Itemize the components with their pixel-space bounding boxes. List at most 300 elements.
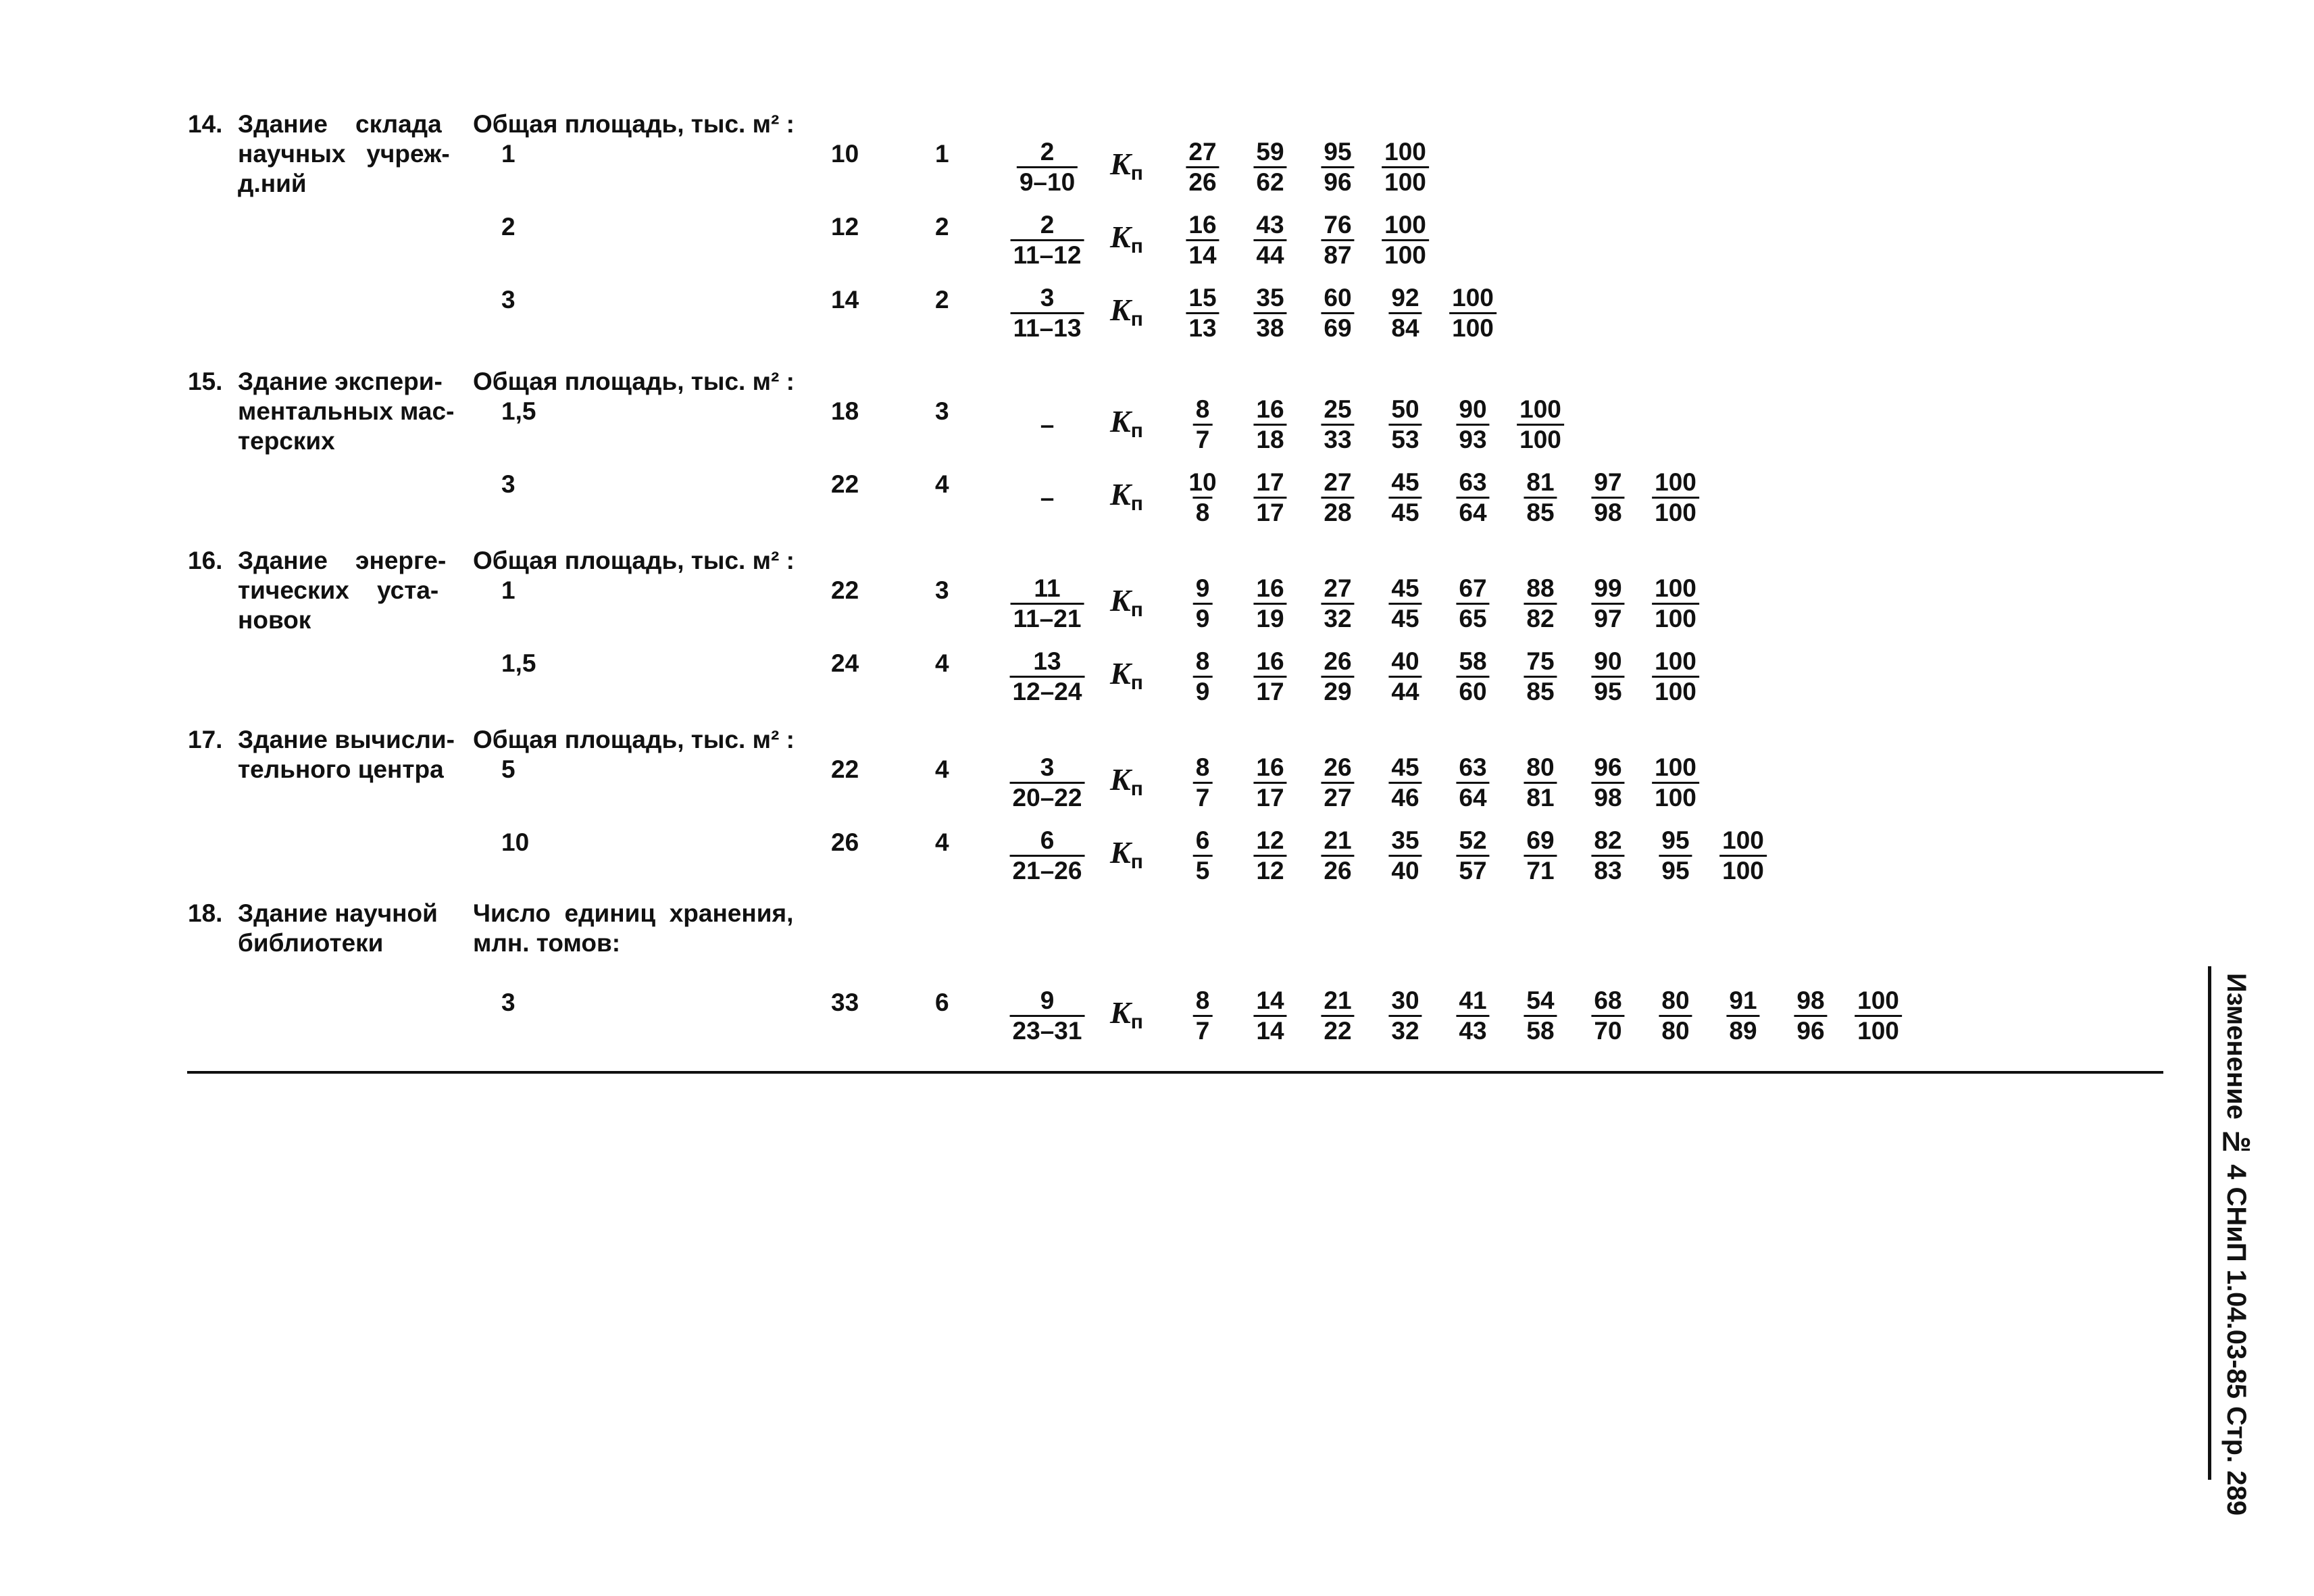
coefficient-fraction-numerator: 12 (1256, 826, 1284, 854)
column-a-value: 33 (831, 989, 859, 1016)
parameter-value: 2 (501, 213, 515, 241)
coefficient-fraction-denominator: 43 (1456, 1015, 1489, 1045)
parameter-value: 3 (501, 989, 515, 1016)
coefficient-fraction-denominator: 58 (1524, 1015, 1557, 1045)
building-name-line: д.ний (238, 170, 307, 197)
coefficient-fraction (1591, 826, 1624, 885)
coefficient-fraction (1524, 574, 1557, 633)
coefficient-fraction-numerator: 45 (1391, 574, 1419, 602)
building-name-line: Здание экспери- (238, 368, 443, 395)
coefficient-fraction-numerator: 45 (1391, 468, 1419, 496)
parameter-header: Общая площадь, тыс. м² : (473, 368, 795, 395)
k-subscript: п (1130, 778, 1143, 800)
coefficient-fraction (1193, 574, 1213, 633)
parameter-value: 5 (501, 755, 515, 783)
coefficient-fraction (1388, 987, 1422, 1045)
coefficient-fraction (1449, 284, 1496, 343)
stage-fraction-numerator: 9 (1040, 987, 1055, 1014)
k-coefficient-symbol: $K_п$ (1110, 404, 1143, 442)
stage-fraction-numerator: 11 (1034, 574, 1061, 602)
building-name-line: тических уста- (238, 576, 439, 604)
stage-fraction-numerator: 6 (1040, 826, 1055, 854)
coefficient-fraction-numerator: 76 (1324, 211, 1352, 239)
column-b-value: 2 (935, 213, 949, 241)
k-coefficient-symbol: $K_п$ (1110, 835, 1143, 873)
coefficient-fraction (1524, 468, 1557, 527)
column-a-value: 22 (831, 755, 859, 783)
stage-fraction (1017, 138, 1078, 197)
coefficient-fraction-denominator: 8 (1193, 497, 1213, 527)
coefficient-fraction-denominator: 14 (1253, 1015, 1286, 1045)
coefficient-fraction-denominator: 97 (1591, 603, 1624, 633)
coefficient-fraction-numerator: 80 (1526, 753, 1555, 781)
coefficient-fraction-numerator: 58 (1459, 647, 1487, 675)
item-number: 18. (188, 899, 223, 927)
parameter-value: 1 (501, 140, 515, 168)
coefficient-fraction (1388, 395, 1422, 454)
stage-fraction (1011, 574, 1084, 633)
coefficient-fraction (1652, 574, 1699, 633)
coefficient-fraction-denominator: 17 (1253, 676, 1286, 706)
k-subscript: п (1130, 599, 1143, 621)
coefficient-fraction (1321, 753, 1354, 812)
coefficient-fraction (1524, 647, 1557, 706)
coefficient-fraction-numerator: 27 (1188, 138, 1217, 166)
parameter-value: 3 (501, 286, 515, 314)
coefficient-fraction-numerator: 26 (1324, 753, 1352, 781)
coefficient-fraction-denominator: 70 (1591, 1015, 1624, 1045)
coefficient-fraction (1456, 826, 1489, 885)
k-subscript: п (1130, 235, 1143, 257)
coefficient-fraction (1321, 395, 1354, 454)
coefficient-fraction-denominator: 40 (1388, 855, 1422, 885)
coefficient-fraction-denominator: 64 (1456, 497, 1489, 527)
item-number: 14. (188, 110, 223, 138)
coefficient-fraction-denominator: 13 (1186, 312, 1219, 343)
coefficient-fraction-numerator: 100 (1384, 138, 1426, 166)
coefficient-fraction-denominator: 38 (1253, 312, 1286, 343)
coefficient-fraction-denominator: 60 (1456, 676, 1489, 706)
coefficient-fraction-numerator: 91 (1729, 987, 1757, 1014)
coefficient-fraction (1321, 987, 1354, 1045)
coefficient-fraction-numerator: 100 (1722, 826, 1764, 854)
stage-dash: – (1040, 484, 1055, 512)
coefficient-fraction-numerator: 81 (1526, 468, 1555, 496)
coefficient-fraction-denominator: 9 (1193, 676, 1213, 706)
coefficient-fraction (1382, 138, 1429, 197)
coefficient-fraction (1321, 211, 1354, 270)
coefficient-fraction (1193, 753, 1213, 812)
stage-fraction (1010, 987, 1085, 1045)
coefficient-fraction (1652, 647, 1699, 706)
coefficient-fraction-denominator: 27 (1321, 782, 1354, 812)
parameter-header: млн. томов: (473, 929, 621, 957)
coefficient-fraction-denominator: 87 (1321, 239, 1354, 270)
coefficient-fraction-numerator: 100 (1655, 574, 1696, 602)
k-coefficient-symbol: $K_п$ (1110, 583, 1143, 621)
coefficient-fraction-numerator: 10 (1188, 468, 1217, 496)
coefficient-fraction (1321, 468, 1354, 527)
item-number: 17. (188, 726, 223, 753)
coefficient-fraction-denominator: 46 (1388, 782, 1422, 812)
column-b-value: 6 (935, 989, 949, 1016)
coefficient-fraction-denominator: 95 (1659, 855, 1692, 885)
column-a-value: 18 (831, 397, 859, 425)
coefficient-fraction-denominator: 100 (1719, 855, 1767, 885)
k-subscript: п (1130, 851, 1143, 873)
coefficient-fraction-denominator: 17 (1253, 782, 1286, 812)
parameter-value: 1,5 (501, 649, 536, 677)
coefficient-fraction (1193, 826, 1213, 885)
coefficient-fraction (1591, 987, 1624, 1045)
coefficient-fraction-numerator: 69 (1526, 826, 1555, 854)
k-subscript: п (1130, 1011, 1143, 1033)
coefficient-fraction-numerator: 50 (1391, 395, 1419, 423)
coefficient-fraction (1321, 826, 1354, 885)
building-name-line: Здание вычисли- (238, 726, 455, 753)
coefficient-fraction-numerator: 8 (1195, 753, 1210, 781)
coefficient-fraction-numerator: 80 (1661, 987, 1690, 1014)
coefficient-fraction-numerator: 100 (1655, 468, 1696, 496)
coefficient-fraction-numerator: 59 (1256, 138, 1284, 166)
coefficient-fraction-denominator: 100 (1652, 603, 1699, 633)
coefficient-fraction-denominator: 93 (1456, 424, 1489, 454)
stage-fraction-denominator: 20–22 (1010, 782, 1085, 812)
coefficient-fraction-denominator: 12 (1253, 855, 1286, 885)
coefficient-fraction-denominator: 69 (1321, 312, 1354, 343)
stage-fraction-denominator: 11–21 (1011, 603, 1084, 633)
coefficient-fraction-numerator: 16 (1256, 574, 1284, 602)
building-name-line: Здание энерге- (238, 547, 447, 574)
coefficient-fraction-denominator: 57 (1456, 855, 1489, 885)
coefficient-fraction-denominator: 100 (1652, 782, 1699, 812)
parameter-header: Общая площадь, тыс. м² : (473, 726, 795, 753)
stage-fraction-denominator: 21–26 (1010, 855, 1085, 885)
coefficient-fraction-denominator: 32 (1388, 1015, 1422, 1045)
coefficient-fraction-denominator: 45 (1388, 497, 1422, 527)
building-name-line: научных учреж- (238, 140, 450, 168)
k-coefficient-symbol: $K_п$ (1110, 762, 1143, 800)
stage-fraction-denominator: 23–31 (1010, 1015, 1085, 1045)
coefficient-fraction (1726, 987, 1759, 1045)
coefficient-fraction-denominator: 85 (1524, 497, 1557, 527)
coefficient-fraction-numerator: 16 (1256, 753, 1284, 781)
coefficient-fraction (1186, 284, 1219, 343)
coefficient-fraction-numerator: 67 (1459, 574, 1487, 602)
coefficient-fraction-numerator: 63 (1459, 753, 1487, 781)
parameter-header: Общая площадь, тыс. м² : (473, 547, 795, 574)
coefficient-fraction-numerator: 27 (1324, 468, 1352, 496)
coefficient-fraction-denominator: 100 (1652, 497, 1699, 527)
coefficient-fraction-numerator: 92 (1391, 284, 1419, 311)
k-coefficient-symbol: $K_п$ (1110, 293, 1143, 330)
column-b-value: 4 (935, 755, 949, 783)
coefficient-fraction-denominator: 33 (1321, 424, 1354, 454)
column-a-value: 12 (831, 213, 859, 241)
coefficient-fraction (1456, 753, 1489, 812)
coefficient-fraction-numerator: 100 (1655, 753, 1696, 781)
stage-fraction-denominator: 11–13 (1011, 312, 1084, 343)
coefficient-fraction-denominator: 71 (1524, 855, 1557, 885)
coefficient-fraction-numerator: 26 (1324, 647, 1352, 675)
coefficient-fraction (1186, 211, 1219, 270)
coefficient-fraction-numerator: 35 (1391, 826, 1419, 854)
coefficient-fraction-numerator: 16 (1188, 211, 1217, 239)
k-coefficient-symbol: $K_п$ (1110, 656, 1143, 694)
coefficient-fraction-denominator: 100 (1652, 676, 1699, 706)
building-name-line: ментальных мас- (238, 397, 455, 425)
coefficient-fraction-numerator: 52 (1459, 826, 1487, 854)
coefficient-fraction-numerator: 40 (1391, 647, 1419, 675)
parameter-value: 1,5 (501, 397, 536, 425)
coefficient-fraction (1524, 826, 1557, 885)
side-caption: Изменение № 4 СНиП 1.04.03-85 Стр. 289 (2221, 973, 2251, 1516)
column-a-value: 22 (831, 470, 859, 498)
parameter-header: Общая площадь, тыс. м² : (473, 110, 795, 138)
stage-fraction-numerator: 3 (1040, 753, 1055, 781)
coefficient-fraction-denominator: 9 (1193, 603, 1213, 633)
coefficient-fraction-denominator: 100 (1382, 166, 1429, 197)
k-subscript: п (1130, 162, 1143, 184)
coefficient-fraction-denominator: 84 (1388, 312, 1422, 343)
coefficient-fraction (1253, 395, 1286, 454)
coefficient-fraction-denominator: 100 (1517, 424, 1564, 454)
stage-fraction (1010, 647, 1085, 706)
coefficient-fraction (1253, 138, 1286, 197)
column-b-value: 3 (935, 576, 949, 604)
coefficient-fraction-denominator: 100 (1382, 239, 1429, 270)
coefficient-fraction (1388, 647, 1422, 706)
coefficient-fraction (1524, 753, 1557, 812)
building-name-line: библиотеки (238, 929, 384, 957)
coefficient-fraction (1253, 987, 1286, 1045)
coefficient-fraction-numerator: 100 (1519, 395, 1561, 423)
coefficient-fraction (1456, 647, 1489, 706)
coefficient-fraction-denominator: 62 (1253, 166, 1286, 197)
coefficient-fraction (1186, 468, 1219, 527)
coefficient-fraction-denominator: 32 (1321, 603, 1354, 633)
coefficient-fraction-numerator: 95 (1661, 826, 1690, 854)
item-number: 16. (188, 547, 223, 574)
k-subscript: п (1130, 308, 1143, 330)
coefficient-fraction-numerator: 100 (1384, 211, 1426, 239)
k-coefficient-symbol: $K_п$ (1110, 147, 1143, 184)
coefficient-fraction (1456, 395, 1489, 454)
coefficient-fraction-denominator: 22 (1321, 1015, 1354, 1045)
coefficient-fraction-numerator: 30 (1391, 987, 1419, 1014)
coefficient-fraction (1388, 574, 1422, 633)
coefficient-fraction-denominator: 44 (1253, 239, 1286, 270)
coefficient-fraction (1652, 468, 1699, 527)
coefficient-fraction (1253, 753, 1286, 812)
coefficient-fraction (1388, 753, 1422, 812)
coefficient-fraction-denominator: 7 (1193, 782, 1213, 812)
coefficient-fraction (1855, 987, 1902, 1045)
coefficient-fraction (1193, 647, 1213, 706)
coefficient-fraction-numerator: 35 (1256, 284, 1284, 311)
k-coefficient-symbol: $K_п$ (1110, 477, 1143, 515)
parameter-header: Число единиц хранения, (473, 899, 794, 927)
coefficient-fraction (1659, 987, 1692, 1045)
stage-fraction-numerator: 13 (1033, 647, 1061, 675)
coefficient-fraction-denominator: 100 (1855, 1015, 1902, 1045)
coefficient-fraction (1253, 284, 1286, 343)
stage-dash: – (1040, 411, 1055, 439)
item-number: 15. (188, 368, 223, 395)
column-a-value: 10 (831, 140, 859, 168)
stage-fraction-numerator: 2 (1040, 138, 1055, 166)
coefficient-fraction-numerator: 16 (1256, 395, 1284, 423)
k-coefficient-symbol: $K_п$ (1110, 220, 1143, 257)
column-b-value: 1 (935, 140, 949, 168)
coefficient-fraction-denominator: 19 (1253, 603, 1286, 633)
column-b-value: 4 (935, 470, 949, 498)
coefficient-fraction (1456, 987, 1489, 1045)
stage-fraction (1010, 826, 1085, 885)
coefficient-fraction-numerator: 41 (1459, 987, 1487, 1014)
coefficient-fraction (1193, 395, 1213, 454)
stage-fraction-denominator: 12–24 (1010, 676, 1085, 706)
building-name-line: новок (238, 606, 311, 634)
coefficient-fraction-denominator: 64 (1456, 782, 1489, 812)
coefficient-fraction (1591, 753, 1624, 812)
coefficient-fraction-numerator: 68 (1594, 987, 1622, 1014)
coefficient-fraction-numerator: 54 (1526, 987, 1555, 1014)
coefficient-fraction-denominator: 29 (1321, 676, 1354, 706)
coefficient-fraction-denominator: 53 (1388, 424, 1422, 454)
coefficient-fraction-numerator: 17 (1256, 468, 1284, 496)
column-b-value: 4 (935, 828, 949, 856)
coefficient-fraction (1659, 826, 1692, 885)
coefficient-fraction-numerator: 8 (1195, 987, 1210, 1014)
coefficient-fraction (1719, 826, 1767, 885)
coefficient-fraction (1321, 284, 1354, 343)
coefficient-fraction-denominator: 44 (1388, 676, 1422, 706)
coefficient-fraction-numerator: 99 (1594, 574, 1622, 602)
coefficient-fraction-numerator: 82 (1594, 826, 1622, 854)
coefficient-fraction (1253, 211, 1286, 270)
k-subscript: п (1130, 420, 1143, 442)
coefficient-fraction-numerator: 21 (1324, 987, 1352, 1014)
coefficient-fraction (1517, 395, 1564, 454)
coefficient-fraction (1321, 647, 1354, 706)
coefficient-fraction-denominator: 28 (1321, 497, 1354, 527)
stage-fraction (1011, 211, 1084, 270)
coefficient-fraction (1456, 468, 1489, 527)
building-name-line: Здание склада (238, 110, 442, 138)
coefficient-fraction-denominator: 5 (1193, 855, 1213, 885)
coefficient-fraction-denominator: 96 (1321, 166, 1354, 197)
coefficient-fraction-numerator: 100 (1857, 987, 1899, 1014)
coefficient-fraction-numerator: 90 (1594, 647, 1622, 675)
column-a-value: 26 (831, 828, 859, 856)
coefficient-fraction (1388, 284, 1422, 343)
coefficient-fraction-numerator: 15 (1188, 284, 1217, 311)
coefficient-fraction-numerator: 9 (1195, 574, 1210, 602)
coefficient-fraction-numerator: 8 (1195, 647, 1210, 675)
coefficient-fraction-numerator: 98 (1796, 987, 1825, 1014)
parameter-value: 10 (501, 828, 530, 856)
coefficient-fraction-denominator: 65 (1456, 603, 1489, 633)
coefficient-fraction-denominator: 100 (1449, 312, 1496, 343)
column-b-value: 2 (935, 286, 949, 314)
coefficient-fraction-numerator: 21 (1324, 826, 1352, 854)
coefficient-fraction (1652, 753, 1699, 812)
coefficient-fraction-numerator: 100 (1655, 647, 1696, 675)
k-coefficient-symbol: $K_п$ (1110, 995, 1143, 1033)
coefficient-fraction (1388, 826, 1422, 885)
coefficient-fraction-denominator: 98 (1591, 497, 1624, 527)
column-a-value: 14 (831, 286, 859, 314)
k-subscript: п (1130, 493, 1143, 515)
coefficient-fraction-numerator: 75 (1526, 647, 1555, 675)
coefficient-fraction (1456, 574, 1489, 633)
coefficient-fraction-denominator: 98 (1591, 782, 1624, 812)
stage-fraction-numerator: 2 (1040, 211, 1055, 239)
coefficient-fraction-numerator: 14 (1256, 987, 1284, 1014)
coefficient-fraction-denominator: 26 (1186, 166, 1219, 197)
coefficient-fraction (1321, 574, 1354, 633)
k-subscript: п (1130, 672, 1143, 694)
building-name-line: Здание научной (238, 899, 438, 927)
coefficient-fraction-numerator: 45 (1391, 753, 1419, 781)
horizontal-rule (187, 1071, 2163, 1074)
coefficient-fraction (1388, 468, 1422, 527)
coefficient-fraction-denominator: 14 (1186, 239, 1219, 270)
stage-fraction (1010, 753, 1085, 812)
coefficient-fraction-denominator: 18 (1253, 424, 1286, 454)
coefficient-fraction (1382, 211, 1429, 270)
coefficient-fraction-numerator: 43 (1256, 211, 1284, 239)
coefficient-fraction (1253, 826, 1286, 885)
coefficient-fraction-denominator: 82 (1524, 603, 1557, 633)
column-b-value: 4 (935, 649, 949, 677)
coefficient-fraction-numerator: 100 (1452, 284, 1494, 311)
coefficient-fraction-numerator: 97 (1594, 468, 1622, 496)
coefficient-fraction (1253, 574, 1286, 633)
coefficient-fraction (1253, 468, 1286, 527)
coefficient-fraction-numerator: 6 (1195, 826, 1210, 854)
coefficient-fraction (1591, 647, 1624, 706)
coefficient-fraction-denominator: 7 (1193, 424, 1213, 454)
parameter-value: 1 (501, 576, 515, 604)
coefficient-fraction-denominator: 83 (1591, 855, 1624, 885)
coefficient-fraction-numerator: 60 (1324, 284, 1352, 311)
coefficient-fraction-denominator: 7 (1193, 1015, 1213, 1045)
coefficient-fraction (1591, 574, 1624, 633)
stage-fraction (1011, 284, 1084, 343)
coefficient-fraction-numerator: 8 (1195, 395, 1210, 423)
coefficient-fraction-numerator: 25 (1324, 395, 1352, 423)
coefficient-fraction-denominator: 80 (1659, 1015, 1692, 1045)
building-name-line: терских (238, 427, 335, 455)
coefficient-fraction (1524, 987, 1557, 1045)
column-b-value: 3 (935, 397, 949, 425)
column-a-value: 24 (831, 649, 859, 677)
coefficient-fraction-denominator: 96 (1794, 1015, 1827, 1045)
coefficient-fraction (1321, 138, 1354, 197)
coefficient-fraction-numerator: 63 (1459, 468, 1487, 496)
stage-fraction-denominator: 11–12 (1011, 239, 1084, 270)
coefficient-fraction-denominator: 95 (1591, 676, 1624, 706)
coefficient-fraction (1794, 987, 1827, 1045)
column-a-value: 22 (831, 576, 859, 604)
coefficient-fraction-numerator: 16 (1256, 647, 1284, 675)
coefficient-fraction-denominator: 89 (1726, 1015, 1759, 1045)
coefficient-fraction-numerator: 95 (1324, 138, 1352, 166)
coefficient-fraction (1193, 987, 1213, 1045)
coefficient-fraction-numerator: 90 (1459, 395, 1487, 423)
